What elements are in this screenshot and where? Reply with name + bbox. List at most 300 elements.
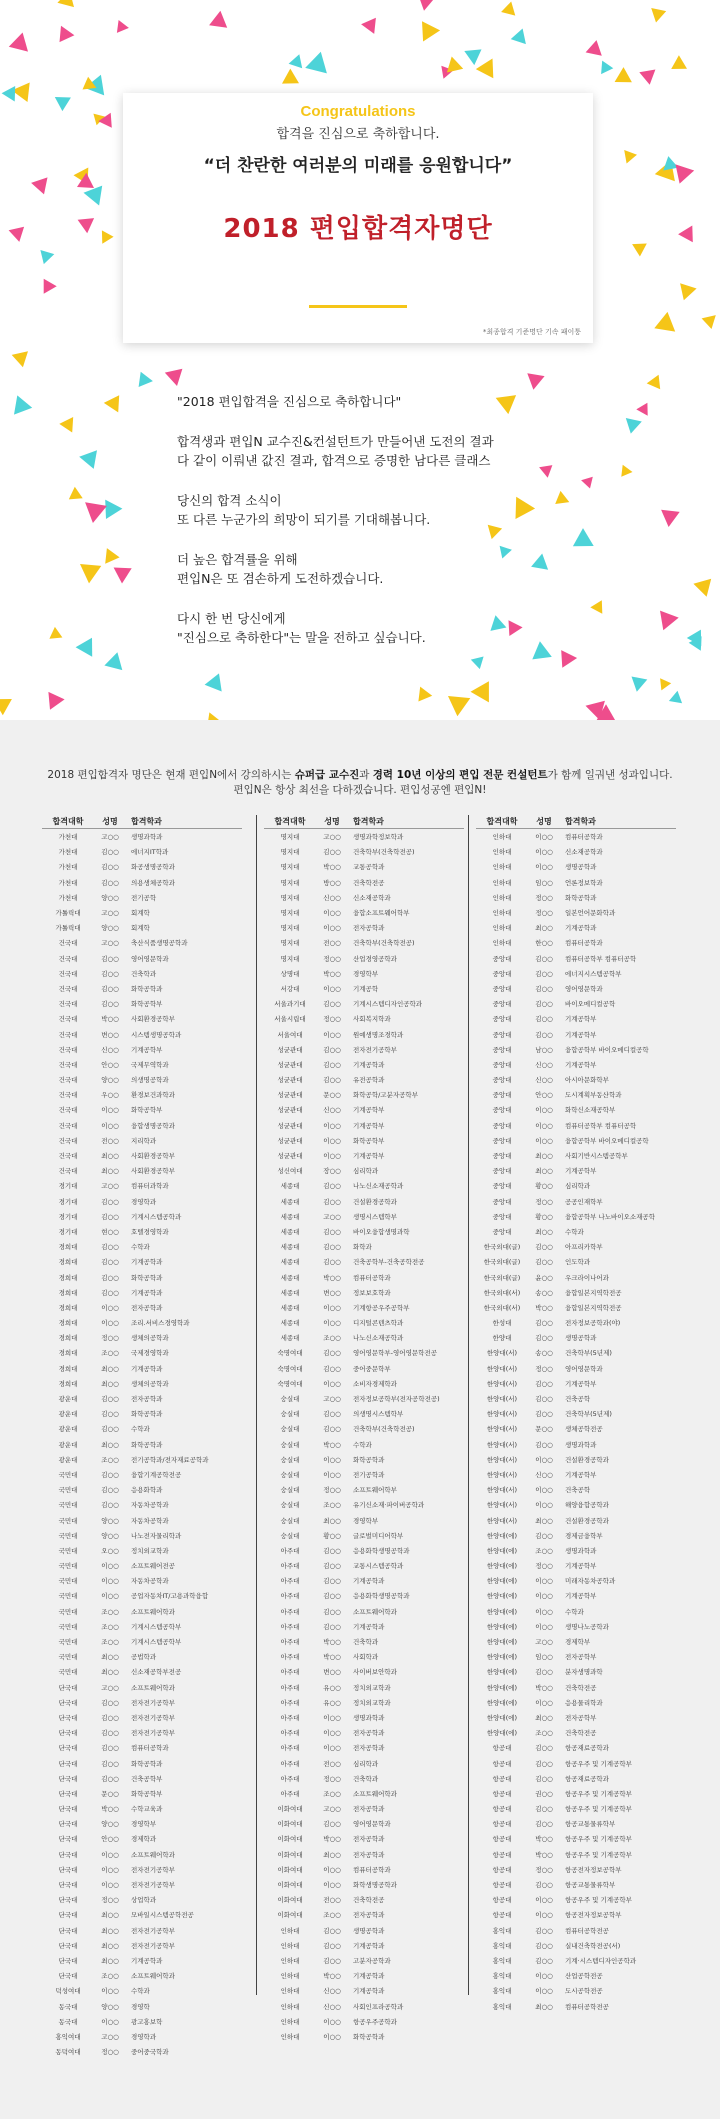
name-cell: 우○○ bbox=[101, 1091, 119, 1100]
major-cell: 항공우주 및 기계공학부 bbox=[565, 1759, 632, 1768]
name-cell: 조○○ bbox=[323, 1334, 341, 1343]
major-cell: 화학신소재공학부 bbox=[565, 1106, 616, 1115]
major-cell: 컴퓨터공학과 bbox=[131, 1744, 169, 1753]
name-cell: 최○○ bbox=[101, 1379, 119, 1388]
name-cell: 정○○ bbox=[535, 893, 553, 902]
name-cell: 양○○ bbox=[101, 924, 119, 933]
name-cell: 고○○ bbox=[101, 1182, 119, 1191]
name-cell: 이○○ bbox=[101, 1577, 119, 1586]
school-cell: 홍익대 bbox=[492, 1941, 512, 1950]
major-cell: 수학교육과 bbox=[131, 1805, 163, 1814]
name-cell: 이○○ bbox=[323, 1729, 341, 1738]
list-row bbox=[476, 844, 676, 859]
list-row bbox=[476, 1148, 676, 1163]
list-row bbox=[42, 1786, 242, 1801]
school-cell: 홍익대 bbox=[492, 1972, 512, 1981]
school-cell: 국민대 bbox=[58, 1668, 78, 1677]
school-cell: 한양대(에) bbox=[486, 1577, 518, 1586]
school-cell: 세종대 bbox=[280, 1227, 300, 1236]
school-cell: 건국대 bbox=[58, 1045, 78, 1054]
list-row bbox=[476, 1634, 676, 1649]
name-cell: 정○○ bbox=[323, 954, 341, 963]
major-cell: 기계공학부 bbox=[565, 1379, 597, 1388]
major-cell: 건축학과 bbox=[353, 1774, 379, 1783]
school-cell: 아주대 bbox=[280, 1653, 300, 1662]
confetti-triangle bbox=[419, 0, 433, 11]
school-cell: 인하대 bbox=[280, 1956, 300, 1965]
list-row bbox=[42, 1118, 242, 1133]
school-cell: 경희대 bbox=[58, 1364, 78, 1373]
name-cell: 이○○ bbox=[323, 1744, 341, 1753]
name-cell: 최○○ bbox=[101, 1440, 119, 1449]
list-row bbox=[42, 1998, 242, 2013]
name-cell: 김○○ bbox=[323, 1000, 341, 1009]
name-cell: 최○○ bbox=[535, 1516, 553, 1525]
confetti-triangle bbox=[9, 227, 25, 242]
major-cell: 공공인재학부 bbox=[565, 1197, 603, 1206]
list-row bbox=[264, 981, 464, 996]
major-cell: 사회학과 bbox=[353, 1653, 379, 1662]
name-cell: 이○○ bbox=[323, 924, 341, 933]
name-cell: 이○○ bbox=[323, 1379, 341, 1388]
name-cell: 정○○ bbox=[535, 1197, 553, 1206]
major-cell: 사회환경공학부 bbox=[131, 1152, 175, 1161]
school-cell: 가톨릭대 bbox=[55, 909, 81, 918]
school-cell: 숭실대 bbox=[280, 1410, 300, 1419]
name-cell: 조○○ bbox=[323, 1501, 341, 1510]
card-quote: “더 찬란한 여러분의 미래를 응원합니다” bbox=[203, 156, 513, 176]
name-cell: 변○○ bbox=[323, 1288, 341, 1297]
major-cell: 전자전기공학부 bbox=[131, 1865, 175, 1874]
school-cell: 아주대 bbox=[280, 1698, 300, 1707]
list-row bbox=[264, 1998, 464, 2013]
list-row bbox=[476, 1087, 676, 1102]
major-cell: 전자공학과 bbox=[353, 924, 385, 933]
school-cell: 이화여대 bbox=[277, 1881, 303, 1890]
name-cell: 박○○ bbox=[323, 863, 341, 872]
list-row bbox=[476, 1437, 676, 1452]
major-cell: 수학과 bbox=[353, 1440, 372, 1449]
list-row bbox=[476, 1588, 676, 1603]
name-cell: 오○○ bbox=[101, 1546, 119, 1555]
major-cell: 기계공학부 bbox=[565, 1060, 597, 1069]
school-cell: 세종대 bbox=[280, 1243, 300, 1252]
list-row bbox=[476, 1953, 676, 1968]
major-cell: 기계공학부 bbox=[565, 1470, 597, 1479]
confetti-triangle bbox=[59, 417, 73, 433]
school-cell: 인하대 bbox=[280, 2002, 300, 2011]
list-row bbox=[42, 1695, 242, 1710]
name-cell: 신○○ bbox=[323, 2002, 341, 2011]
major-cell: 실내건축학전공(서) bbox=[565, 1941, 621, 1950]
list-row bbox=[264, 1330, 464, 1345]
major-cell: 화학공학부 bbox=[131, 1106, 163, 1115]
name-cell: 김○○ bbox=[101, 1486, 119, 1495]
name-cell: 이○○ bbox=[101, 1881, 119, 1890]
major-cell: 도시공학전공 bbox=[565, 1987, 603, 1996]
list-row bbox=[476, 1983, 676, 1998]
school-cell: 숭실대 bbox=[280, 1531, 300, 1540]
name-cell: 김○○ bbox=[101, 1698, 119, 1707]
major-cell: 건설환경공학과 bbox=[565, 1455, 609, 1464]
major-cell: 융합일본지역학전공 bbox=[565, 1288, 622, 1297]
name-cell: 김○○ bbox=[535, 1243, 553, 1252]
list-row bbox=[264, 1634, 464, 1649]
name-cell: 김○○ bbox=[535, 1015, 553, 1024]
confetti-triangle bbox=[601, 61, 613, 75]
list-row bbox=[476, 1786, 676, 1801]
list-row bbox=[476, 935, 676, 950]
name-cell: 신○○ bbox=[535, 1470, 553, 1479]
list-row bbox=[42, 1755, 242, 1770]
header-school: 합격대학 bbox=[274, 817, 306, 826]
name-cell: 이○○ bbox=[323, 2032, 341, 2041]
school-cell: 홍익대 bbox=[492, 1956, 512, 1965]
school-cell: 아주대 bbox=[280, 1592, 300, 1601]
list-row bbox=[476, 1664, 676, 1679]
name-cell: 김○○ bbox=[535, 1744, 553, 1753]
name-cell: 전○○ bbox=[323, 1896, 341, 1905]
name-cell: 김○○ bbox=[535, 1820, 553, 1829]
name-cell: 신○○ bbox=[535, 1060, 553, 1069]
confetti-triangle bbox=[671, 55, 687, 69]
list-row bbox=[264, 1816, 464, 1831]
list-row bbox=[264, 1057, 464, 1072]
major-cell: 건축학부(5년제) bbox=[565, 1410, 612, 1419]
major-cell: 기계공학부 bbox=[353, 1106, 385, 1115]
school-cell: 숭실대 bbox=[280, 1470, 300, 1479]
list-row bbox=[264, 1512, 464, 1527]
list-row bbox=[476, 1847, 676, 1862]
school-cell: 단국대 bbox=[58, 1911, 78, 1920]
page-title: 2018 편입합격자명단 bbox=[223, 214, 493, 244]
school-cell: 국민대 bbox=[58, 1592, 78, 1601]
major-cell: 항공우주 및 기계공학부 bbox=[565, 1850, 632, 1859]
major-cell: 사회기반시스템공학부 bbox=[565, 1152, 628, 1161]
major-cell: 기계시스템공학부 bbox=[131, 1638, 182, 1647]
list-row bbox=[264, 1923, 464, 1938]
list-row bbox=[476, 1877, 676, 1892]
name-cell: 김○○ bbox=[101, 1000, 119, 1009]
confetti-triangle bbox=[632, 244, 647, 257]
school-cell: 항공대 bbox=[492, 1805, 512, 1814]
school-cell: 경기대 bbox=[58, 1197, 78, 1206]
school-cell: 경희대 bbox=[58, 1334, 78, 1343]
school-cell: 성균관대 bbox=[277, 1091, 303, 1100]
list-row bbox=[42, 1057, 242, 1072]
major-cell: 정치외교학과 bbox=[131, 1546, 169, 1555]
name-cell: 김○○ bbox=[535, 1379, 553, 1388]
list-row bbox=[42, 1224, 242, 1239]
name-cell: 문○○ bbox=[101, 1789, 119, 1798]
major-cell: 경제학과 bbox=[131, 1835, 157, 1844]
list-row bbox=[476, 1816, 676, 1831]
school-cell: 한국외대(글) bbox=[483, 1273, 521, 1282]
list-row bbox=[264, 1588, 464, 1603]
school-cell: 건국대 bbox=[58, 1136, 78, 1145]
confetti-triangle bbox=[44, 279, 57, 294]
school-cell: 국민대 bbox=[58, 1516, 78, 1525]
name-cell: 정○○ bbox=[101, 1896, 119, 1905]
list-row bbox=[42, 1148, 242, 1163]
school-cell: 동국대 bbox=[58, 2002, 78, 2011]
major-cell: 항공우주 및 기계공학부 bbox=[565, 1896, 632, 1905]
major-cell: 생명시스템학부 bbox=[353, 1212, 397, 1221]
name-cell: 김○○ bbox=[323, 1182, 341, 1191]
major-cell: 항공전자정보공학부 bbox=[565, 1865, 622, 1874]
name-cell: 박○○ bbox=[101, 1015, 119, 1024]
school-cell: 건국대 bbox=[58, 1106, 78, 1115]
major-cell: 기계공학과 bbox=[131, 1364, 163, 1373]
name-cell: 김○○ bbox=[323, 1622, 341, 1631]
confetti-triangle bbox=[209, 11, 227, 28]
school-cell: 단국대 bbox=[58, 1729, 78, 1738]
list-row bbox=[42, 1983, 242, 1998]
confetti-triangle bbox=[632, 677, 648, 692]
school-cell: 홍익여대 bbox=[55, 2032, 81, 2041]
list-row bbox=[264, 890, 464, 905]
congratulations-card bbox=[123, 93, 593, 343]
school-cell: 인하대 bbox=[492, 878, 512, 887]
list-row bbox=[476, 1512, 676, 1527]
list-row bbox=[264, 905, 464, 920]
major-cell: 응용화학과 bbox=[131, 1486, 163, 1495]
school-cell: 인하대 bbox=[280, 2032, 300, 2041]
name-cell: 김○○ bbox=[323, 1956, 341, 1965]
school-cell: 중앙대 bbox=[492, 1030, 512, 1039]
major-cell: 건축학전공 bbox=[565, 1729, 597, 1738]
list-row bbox=[42, 1938, 242, 1953]
list-row bbox=[264, 1300, 464, 1315]
school-cell: 경희대 bbox=[58, 1243, 78, 1252]
name-cell: 김○○ bbox=[535, 1759, 553, 1768]
name-cell: 정○○ bbox=[101, 2048, 119, 2057]
major-cell: 항공교통물류학부 bbox=[565, 1820, 616, 1829]
school-cell: 한양대(에) bbox=[486, 1638, 518, 1647]
major-cell: 소프트웨어학과 bbox=[131, 1683, 175, 1692]
name-cell: 황○○ bbox=[535, 1212, 553, 1221]
name-cell: 김○○ bbox=[535, 1395, 553, 1404]
school-cell: 중앙대 bbox=[492, 1060, 512, 1069]
confetti-triangle bbox=[55, 97, 71, 111]
name-cell: 김○○ bbox=[101, 969, 119, 978]
major-cell: 고분자공학과 bbox=[353, 1956, 391, 1965]
school-cell: 성균관대 bbox=[277, 1060, 303, 1069]
name-cell: 고○○ bbox=[101, 939, 119, 948]
name-cell: 이○○ bbox=[535, 848, 553, 857]
name-cell: 이○○ bbox=[535, 1896, 553, 1905]
list-row bbox=[264, 1467, 464, 1482]
major-cell: 바이오융합생명과학 bbox=[353, 1227, 410, 1236]
major-cell: 기계공학과 bbox=[131, 1258, 163, 1267]
list-row bbox=[476, 1619, 676, 1634]
congratulation-message bbox=[177, 392, 647, 668]
confetti-triangle bbox=[669, 691, 682, 704]
name-cell: 고○○ bbox=[323, 1805, 341, 1814]
school-cell: 국민대 bbox=[58, 1653, 78, 1662]
list-row bbox=[42, 1771, 242, 1786]
school-cell: 아주대 bbox=[280, 1774, 300, 1783]
name-cell: 신○○ bbox=[101, 1045, 119, 1054]
list-row bbox=[264, 1558, 464, 1573]
intro-emphasis: 경력 10년 이상의 편입 전문 컨설턴트 bbox=[372, 769, 548, 781]
major-cell: 항공우주 및 기계공학부 bbox=[565, 1789, 632, 1798]
major-cell: 기계시스템공학부 bbox=[131, 1622, 182, 1631]
major-cell: 생체공학전공 bbox=[565, 1425, 603, 1434]
confetti-triangle bbox=[139, 372, 153, 387]
list-row bbox=[476, 1907, 676, 1922]
name-cell: 김○○ bbox=[101, 1470, 119, 1479]
name-cell: 박○○ bbox=[323, 1440, 341, 1449]
major-cell: 일본언어문화학과 bbox=[565, 909, 616, 918]
major-cell: 전자공학과 bbox=[353, 1729, 385, 1738]
school-cell: 한양대(에) bbox=[486, 1698, 518, 1707]
list-row bbox=[476, 1269, 676, 1284]
major-cell: 전기공학과 bbox=[353, 1470, 385, 1479]
major-cell: 수학과 bbox=[565, 1227, 584, 1236]
school-cell: 항공대 bbox=[492, 1865, 512, 1874]
major-cell: 화학과 bbox=[353, 1243, 372, 1252]
name-cell: 이○○ bbox=[323, 1455, 341, 1464]
name-cell: 황○○ bbox=[535, 1182, 553, 1191]
name-cell: 이○○ bbox=[535, 1607, 553, 1616]
name-cell: 최○○ bbox=[101, 1364, 119, 1373]
school-cell: 경희대 bbox=[58, 1319, 78, 1328]
major-cell: 경제금융학부 bbox=[565, 1531, 603, 1540]
school-cell: 인하대 bbox=[280, 1926, 300, 1935]
major-cell: 시스템생명공학과 bbox=[131, 1030, 182, 1039]
school-cell: 명지대 bbox=[280, 939, 300, 948]
school-cell: 항공대 bbox=[492, 1774, 512, 1783]
school-cell: 아주대 bbox=[280, 1729, 300, 1738]
school-cell: 숭실대 bbox=[280, 1455, 300, 1464]
major-cell: 사이버보안학과 bbox=[353, 1668, 397, 1677]
major-cell: 융합일본지역학전공 bbox=[565, 1303, 622, 1312]
list-row bbox=[264, 1148, 464, 1163]
list-row bbox=[42, 935, 242, 950]
school-cell: 중앙대 bbox=[492, 1136, 512, 1145]
school-cell: 명지대 bbox=[280, 863, 300, 872]
school-cell: 단국대 bbox=[58, 1926, 78, 1935]
list-row bbox=[476, 951, 676, 966]
name-cell: 조○○ bbox=[101, 1638, 119, 1647]
message-paragraph: 당신의 합격 소식이 또 다른 누군가의 희망이 되기를 기대해봅니다. bbox=[177, 493, 431, 527]
list-row bbox=[476, 1118, 676, 1133]
list-row bbox=[264, 1072, 464, 1087]
list-row bbox=[42, 1968, 242, 1983]
list-row bbox=[476, 1406, 676, 1421]
list-row bbox=[42, 829, 242, 844]
school-cell: 광운대 bbox=[58, 1410, 78, 1419]
major-cell: 사회환경공학부 bbox=[131, 1015, 175, 1024]
name-cell: 김○○ bbox=[101, 1501, 119, 1510]
name-cell: 김○○ bbox=[323, 1364, 341, 1373]
name-cell: 이○○ bbox=[323, 1470, 341, 1479]
confetti-triangle bbox=[702, 315, 716, 329]
name-cell: 최○○ bbox=[535, 2002, 553, 2011]
major-cell: 소비자경제학과 bbox=[353, 1379, 397, 1388]
list-row bbox=[264, 1406, 464, 1421]
name-cell: 송○○ bbox=[535, 1349, 553, 1358]
list-row bbox=[42, 1649, 242, 1664]
name-cell: 김○○ bbox=[101, 1729, 119, 1738]
name-cell: 김○○ bbox=[101, 848, 119, 857]
name-cell: 조○○ bbox=[101, 1972, 119, 1981]
major-cell: 전자전기공학부 bbox=[131, 1941, 175, 1950]
confetti-triangle bbox=[448, 696, 470, 716]
major-cell: 화학공학과 bbox=[353, 2032, 385, 2041]
major-cell: 전자공학부 bbox=[565, 1713, 597, 1722]
school-cell: 명지대 bbox=[280, 878, 300, 887]
major-cell: 광고홍보학 bbox=[131, 2017, 163, 2026]
list-row bbox=[264, 1315, 464, 1330]
major-cell: 항공우주공학과 bbox=[353, 2017, 397, 2026]
name-cell: 최○○ bbox=[101, 1167, 119, 1176]
school-cell: 경기대 bbox=[58, 1212, 78, 1221]
list-row bbox=[264, 1528, 464, 1543]
major-cell: 기계공학과 bbox=[565, 924, 597, 933]
name-cell: 김○○ bbox=[101, 863, 119, 872]
major-cell: 전자공학과 bbox=[353, 1744, 385, 1753]
list-row bbox=[476, 1330, 676, 1345]
major-cell: 화학공학과 bbox=[131, 1410, 163, 1419]
list-row bbox=[264, 1239, 464, 1254]
name-cell: 조○○ bbox=[535, 1729, 553, 1738]
list-row bbox=[264, 1118, 464, 1133]
name-cell: 김○○ bbox=[101, 878, 119, 887]
name-cell: 신○○ bbox=[323, 893, 341, 902]
name-cell: 김○○ bbox=[101, 1744, 119, 1753]
major-cell: 항공재료공학과 bbox=[565, 1774, 609, 1783]
list-row bbox=[42, 875, 242, 890]
major-cell: 호텔경영학과 bbox=[131, 1227, 169, 1236]
name-cell: 김○○ bbox=[323, 1607, 341, 1616]
list-row bbox=[264, 1163, 464, 1178]
major-cell: 기계시스템디자인공학과 bbox=[353, 1000, 423, 1009]
school-cell: 이화여대 bbox=[277, 1805, 303, 1814]
school-cell: 홍익대 bbox=[492, 2002, 512, 2011]
list-row bbox=[42, 1497, 242, 1512]
school-cell: 아주대 bbox=[280, 1607, 300, 1616]
major-cell: 심리학과 bbox=[353, 1167, 379, 1176]
list-row bbox=[42, 1892, 242, 1907]
list-row bbox=[42, 1907, 242, 1922]
school-cell: 한양대(서) bbox=[486, 1349, 518, 1358]
confetti-triangle bbox=[447, 57, 463, 73]
major-cell: 기계항공우주공학부 bbox=[353, 1303, 410, 1312]
school-cell: 아주대 bbox=[280, 1744, 300, 1753]
confetti-triangle bbox=[282, 69, 299, 84]
list-row bbox=[264, 1983, 464, 1998]
list-row bbox=[264, 1209, 464, 1224]
list-row bbox=[264, 1680, 464, 1695]
header-school: 합격대학 bbox=[52, 817, 84, 826]
school-cell: 중앙대 bbox=[492, 1182, 512, 1191]
list-row bbox=[264, 1361, 464, 1376]
school-cell: 항공대 bbox=[492, 1744, 512, 1753]
confetti-triangle bbox=[464, 49, 481, 65]
list-row bbox=[42, 905, 242, 920]
school-cell: 가천대 bbox=[58, 893, 78, 902]
school-cell: 이화여대 bbox=[277, 1820, 303, 1829]
list-row bbox=[264, 1573, 464, 1588]
school-cell: 건국대 bbox=[58, 1015, 78, 1024]
list-row bbox=[476, 1452, 676, 1467]
confetti-triangle bbox=[208, 712, 219, 720]
list-row bbox=[42, 1437, 242, 1452]
major-cell: 소프트웨어학과 bbox=[131, 1850, 175, 1859]
confetti-triangle bbox=[117, 20, 129, 33]
